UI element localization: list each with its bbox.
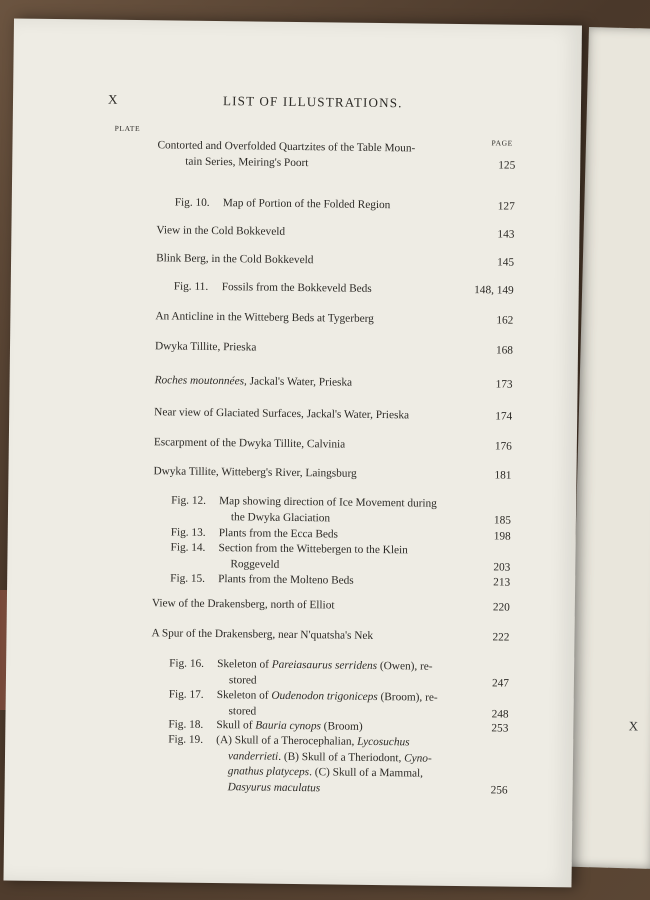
entry-text: vanderrieti. (B) Skull of a Theriodont, Cyno- [227, 749, 432, 765]
entry-text: Blink Berg, in the Cold Bokkeveld [156, 252, 314, 267]
entry-text: Section from the Wittebergen to the Klein [218, 542, 408, 557]
figure-number: Fig. 11. [173, 280, 209, 293]
entry-text: Dasyurus maculatus [227, 780, 321, 794]
entry-text: Plants from the Ecca Beds [218, 527, 339, 541]
entry-text: the Dwyka Glaciation [230, 510, 331, 524]
entry-text: Dwyka Tillite, Prieska [154, 340, 257, 354]
figure-number: Fig. 16. [169, 657, 205, 670]
entry-text: A Spur of the Drakensberg, near N'quatsha's Nek [151, 627, 374, 642]
entry-text: Skeleton of Pareiasaurus serridens (Owen), re- [217, 658, 433, 673]
figure-number: Fig. 15. [170, 572, 206, 585]
facing-page-mark: X [628, 718, 639, 734]
page-number: 213 [493, 576, 511, 589]
plate-column-header: PLATE [114, 123, 141, 134]
figure-number: Fig. 13. [170, 526, 206, 539]
entry-text: Dwyka Tillite, Witteberg's River, Laingsburg [153, 465, 357, 480]
entry-text: Skeleton of Oudenodon trigoniceps (Broom), re- [216, 689, 438, 704]
page-number: 248 [491, 707, 509, 721]
page-number: 198 [493, 530, 511, 543]
page-number: 162 [496, 314, 514, 327]
page-column-header: PAGE [491, 138, 513, 148]
page-number: 203 [493, 560, 511, 574]
page-number: 174 [495, 410, 513, 423]
entry-text: Map showing direction of Ice Movement during [219, 495, 437, 510]
entry-text: Near view of Glaciated Surfaces, Jackal's Water, Prieska [154, 406, 410, 422]
figure-number: Fig. 14. [170, 541, 206, 554]
entry-text: tain Series, Meiring's Poort [185, 155, 309, 169]
entry-text: (A) Skull of a Therocephalian, Lycosuchus [216, 734, 410, 749]
page-number: 256 [490, 783, 508, 797]
entry-text: Plants from the Molteno Beds [218, 573, 354, 587]
entry-text: Fossils from the Bokkeveld Beds [221, 281, 372, 295]
page-title: LIST OF ILLUSTRATIONS. [222, 93, 403, 111]
page-number: 127 [497, 200, 515, 213]
figure-number: Fig. 17. [168, 688, 204, 701]
entry-text: Skull of Bauria cynops (Broom) [216, 719, 363, 733]
figure-number: Fig. 19. [168, 733, 204, 746]
page-number: 181 [494, 469, 512, 482]
page-number: 173 [495, 378, 513, 391]
entry-text: View of the Drakensberg, north of Elliot [151, 597, 335, 612]
figure-number: Fig. 18. [168, 718, 204, 731]
page-number: 185 [493, 513, 512, 527]
entry-text: Roches moutonnées, Jackal's Water, Prieska [154, 374, 353, 389]
page-number: 125 [498, 158, 516, 172]
entry-text: View in the Cold Bokkeveld [156, 224, 286, 238]
page-number: 145 [497, 256, 515, 269]
page-number: 143 [497, 228, 515, 241]
page-number: 222 [492, 631, 510, 644]
entry-text: Map of Portion of the Folded Region [222, 197, 391, 212]
entry-text: An Anticline in the Witteberg Beds at Tygerberg [155, 310, 374, 325]
entry-text: stored [228, 673, 257, 687]
entry-text: Contorted and Overfolded Quartzites of the Table Moun- [157, 139, 416, 155]
entry-text: Escarpment of the Dwyka Tillite, Calvinia [153, 436, 346, 451]
entry-text: gnathus platyceps. (C) Skull of a Mammal, [227, 765, 424, 780]
page-number: 220 [492, 601, 510, 614]
page-number: 247 [491, 676, 510, 690]
page-numeral: X [107, 91, 119, 107]
page-number: 253 [491, 722, 509, 735]
figure-number: Fig. 10. [174, 196, 210, 209]
page-number: 176 [494, 440, 512, 453]
figure-number: Fig. 12. [171, 494, 207, 507]
page-number: 148, 149 [474, 284, 514, 297]
entry-text: Roggeveld [230, 557, 280, 571]
page-number: 168 [495, 344, 514, 357]
book-page [3, 19, 581, 888]
entry-text: stored [228, 704, 257, 718]
